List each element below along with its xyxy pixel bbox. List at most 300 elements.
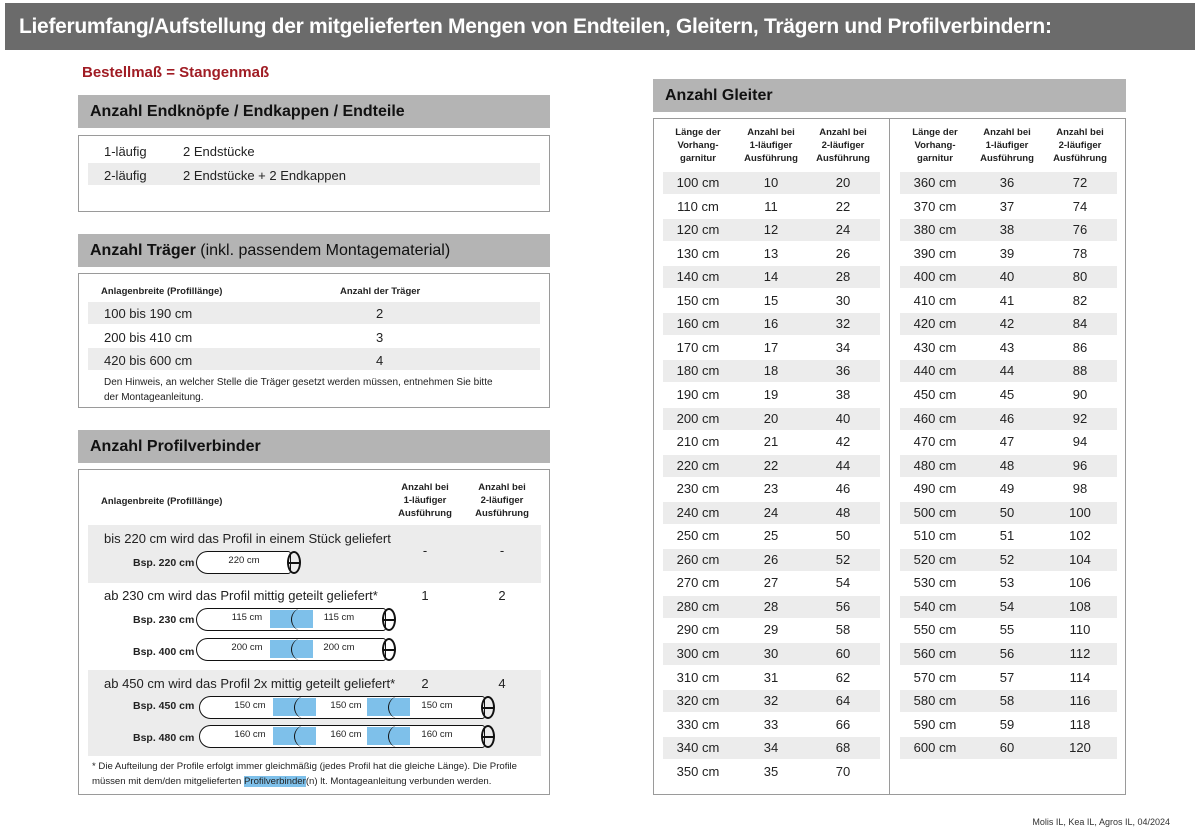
count-2-cell: 90	[1072, 386, 1088, 402]
length-cell: 140 cm	[676, 269, 720, 285]
count-1-cell: 27	[763, 575, 779, 591]
length-cell: 350 cm	[676, 763, 720, 779]
segment-label: 150 cm	[421, 700, 453, 711]
length-cell: 180 cm	[676, 363, 720, 379]
count-1-cell: 35	[763, 763, 779, 779]
count-2-cell: 68	[835, 740, 851, 756]
count-1-cell: 11	[764, 198, 778, 214]
header-line: Länge der	[912, 127, 958, 138]
gleiter-row	[900, 478, 1117, 500]
count-1-cell: 28	[763, 598, 779, 614]
header-line: garnitur	[917, 153, 953, 164]
gleiter-row	[900, 360, 1117, 382]
length-cell: 370 cm	[913, 198, 957, 214]
count-1-cell: 42	[999, 316, 1015, 332]
length-cell: 110 cm	[677, 198, 719, 214]
length-cell: 310 cm	[676, 669, 720, 685]
length-cell: 600 cm	[913, 740, 957, 756]
count-1-cell: 49	[999, 481, 1015, 497]
count-1-cell: 10	[763, 175, 779, 190]
length-cell: 130 cm	[676, 245, 720, 261]
pv-group-text: bis 220 cm wird das Profil in einem Stück geliefert	[104, 531, 391, 546]
profile-bar	[199, 696, 485, 719]
footnote-line	[92, 774, 517, 789]
pv-one: 2	[421, 676, 429, 691]
gleiter-row	[900, 596, 1117, 618]
count-2-cell: 80	[1072, 269, 1088, 285]
endteile-type: 1-läufig	[104, 144, 147, 159]
count-1-cell: 37	[999, 198, 1015, 214]
count-2-cell: 52	[835, 551, 851, 567]
count-1-cell: 19	[763, 386, 779, 402]
gleiter-row	[663, 714, 880, 736]
segment-label: 115 cm	[323, 612, 355, 623]
gleiter-row	[663, 737, 880, 759]
h-line: 1-läufiger	[403, 495, 447, 506]
gleiter-row	[900, 549, 1117, 571]
gleiter-row	[663, 266, 880, 288]
header-line: Ausführung	[980, 153, 1034, 164]
length-cell: 210 cm	[676, 434, 720, 450]
count-1-cell: 41	[999, 292, 1015, 308]
count-1-cell: 13	[763, 245, 779, 261]
end-connector-icon	[287, 551, 301, 574]
length-cell: 400 cm	[913, 269, 957, 285]
length-cell: 490 cm	[913, 481, 957, 497]
count-2-cell: 64	[835, 693, 851, 709]
header-line: 2-läufiger	[1058, 140, 1102, 151]
count-1-cell: 34	[763, 740, 779, 756]
segment-label: 150 cm	[234, 700, 266, 711]
count-1-cell: 50	[999, 504, 1015, 520]
count-2-cell: 102	[1069, 528, 1091, 544]
length-cell: 330 cm	[676, 716, 720, 732]
length-cell: 240 cm	[676, 504, 720, 520]
count-2-cell: 44	[835, 457, 851, 473]
profile-bar	[199, 725, 485, 748]
count-2-cell: 82	[1072, 292, 1088, 308]
count-1-cell: 48	[999, 457, 1015, 473]
count-1-cell: 32	[763, 693, 779, 709]
gleiter-row	[663, 502, 880, 524]
length-cell: 520 cm	[913, 551, 957, 567]
h-line: 2-läufiger	[480, 495, 524, 506]
count-1-cell: 40	[999, 269, 1015, 285]
count-1-cell: 52	[999, 551, 1015, 567]
gleiter-row	[900, 408, 1117, 430]
segment-label: 150 cm	[330, 700, 362, 711]
gleiter-row	[663, 408, 880, 430]
traeger-col-count: Anzahl der Träger	[340, 286, 421, 297]
count-2-cell: 38	[835, 386, 851, 402]
pv-col-two	[467, 481, 537, 520]
gleiter-row	[900, 667, 1117, 689]
length-cell: 190 cm	[676, 386, 720, 402]
count-2-cell: 84	[1072, 316, 1088, 332]
gleiter-row	[900, 525, 1117, 547]
gleiter-row	[663, 384, 880, 406]
count-2-cell: 70	[835, 763, 851, 779]
count-1-cell: 20	[763, 410, 779, 426]
count-2-cell: 50	[835, 528, 851, 544]
pv-one: 1	[421, 588, 429, 603]
gleiter-row	[900, 455, 1117, 477]
header-line: Anzahl bei	[747, 127, 795, 138]
length-cell: 160 cm	[676, 316, 720, 332]
count-1-cell: 16	[763, 316, 779, 332]
count-2-cell: 78	[1072, 245, 1088, 261]
count-2-cell: 112	[1069, 646, 1091, 661]
count-1-cell: 45	[999, 386, 1015, 402]
header-line: Anzahl bei	[819, 127, 867, 138]
count-1-cell: 43	[999, 339, 1015, 355]
count-2-cell: 108	[1069, 598, 1091, 614]
count-2-cell: 28	[835, 269, 851, 285]
count-2-cell: 62	[835, 669, 851, 685]
gleiter-col-header	[1045, 126, 1115, 165]
count-1-cell: 15	[763, 292, 779, 308]
count-1-cell: 53	[999, 575, 1015, 591]
count-1-cell: 54	[999, 598, 1015, 614]
endteile-header: Anzahl Endknöpfe / Endkappen / Endteile	[78, 95, 550, 128]
gleiter-row	[663, 596, 880, 618]
count-2-cell: 118	[1069, 716, 1091, 732]
endteile-type: 2-läufig	[104, 168, 147, 183]
pv-footnote	[92, 759, 517, 789]
profile-bar	[196, 551, 291, 574]
length-cell: 300 cm	[676, 646, 720, 661]
length-cell: 380 cm	[913, 222, 957, 238]
length-cell: 200 cm	[676, 410, 720, 426]
count-2-cell: 72	[1072, 175, 1088, 190]
gleiter-row	[900, 619, 1117, 641]
count-2-cell: 114	[1069, 669, 1091, 685]
count-1-cell: 33	[763, 716, 779, 732]
count-1-cell: 17	[763, 339, 779, 355]
h-line: Anzahl bei	[401, 482, 449, 493]
count-2-cell: 30	[835, 292, 851, 308]
length-cell: 100 cm	[676, 175, 720, 190]
count-1-cell: 58	[999, 693, 1015, 709]
traeger-col-width: Anlagenbreite (Profillänge)	[101, 286, 223, 297]
end-connector-icon	[382, 638, 396, 661]
count-2-cell: 110	[1069, 622, 1091, 638]
count-1-cell: 26	[763, 551, 779, 567]
count-1-cell: 24	[763, 504, 779, 520]
end-connector-icon	[481, 725, 495, 748]
length-cell: 450 cm	[913, 386, 957, 402]
count-1-cell: 22	[763, 457, 779, 473]
count-1-cell: 38	[999, 222, 1015, 238]
count-1-cell: 56	[999, 646, 1015, 661]
gleiter-row	[663, 690, 880, 712]
traeger-range: 200 bis 410 cm	[104, 330, 193, 345]
count-1-cell: 36	[999, 175, 1015, 190]
traeger-range: 420 bis 600 cm	[104, 353, 193, 368]
example-label: Bsp. 220 cm	[133, 557, 195, 569]
length-cell: 280 cm	[676, 598, 720, 614]
profilverbinder-header: Anzahl Profilverbinder	[78, 430, 550, 463]
length-cell: 560 cm	[913, 646, 957, 661]
h-line: Ausführung	[398, 508, 452, 519]
segment-label: 220 cm	[228, 555, 260, 566]
count-2-cell: 104	[1069, 551, 1091, 567]
gleiter-row	[663, 643, 880, 665]
count-2-cell: 32	[835, 316, 851, 332]
gleiter-row	[900, 337, 1117, 359]
traeger-count: 3	[376, 330, 384, 345]
header-line: Vorhang-	[914, 140, 956, 151]
count-2-cell: 46	[835, 481, 851, 497]
footnote-text: (n) lt. Montageanleitung verbunden werden.	[305, 776, 492, 787]
traeger-header-bold: Anzahl Träger	[90, 242, 196, 259]
count-1-cell: 29	[763, 622, 779, 638]
count-2-cell: 56	[835, 598, 851, 614]
gleiter-row	[663, 525, 880, 547]
gleiter-col-header	[900, 126, 970, 165]
length-cell: 530 cm	[913, 575, 957, 591]
count-1-cell: 30	[763, 646, 779, 661]
length-cell: 410 cm	[913, 292, 957, 308]
gleiter-row	[900, 431, 1117, 453]
segment-label: 160 cm	[330, 729, 362, 740]
count-1-cell: 46	[999, 410, 1015, 426]
count-2-cell: 22	[835, 198, 851, 214]
profile-bar	[196, 638, 386, 661]
gleiter-row	[900, 643, 1117, 665]
gleiter-row	[663, 196, 880, 218]
segment-label: 160 cm	[234, 729, 266, 740]
count-1-cell: 44	[999, 363, 1015, 379]
gleiter-row	[900, 737, 1117, 759]
footnote-highlight: Profilverbinder	[243, 776, 306, 787]
gleiter-row	[663, 172, 880, 194]
count-2-cell: 54	[835, 575, 851, 591]
count-2-cell: 36	[835, 363, 851, 379]
gleiter-col-header	[663, 126, 733, 165]
segment-label: 200 cm	[323, 642, 355, 653]
count-2-cell: 24	[835, 222, 851, 238]
length-cell: 470 cm	[913, 434, 957, 450]
count-2-cell: 48	[835, 504, 851, 520]
note-line: Den Hinweis, an welcher Stelle die Träger gesetzt werden müssen, entnehmen Sie bitte	[104, 377, 493, 388]
count-2-cell: 66	[835, 716, 851, 732]
page-title: Lieferumfang/Aufstellung der mitgelieferten Mengen von Endteilen, Gleitern, Trägern und Profilverbindern:	[5, 3, 1195, 50]
gleiter-row	[900, 196, 1117, 218]
length-cell: 340 cm	[676, 740, 720, 756]
count-2-cell: 40	[835, 410, 851, 426]
footnote-line: * Die Aufteilung der Profile erfolgt immer gleichmäßig (jedes Profil hat die gleiche Länge). Die Profile	[92, 761, 517, 772]
header-line: Anzahl bei	[1056, 127, 1104, 138]
length-cell: 360 cm	[913, 175, 957, 190]
order-size-note: Bestellmaß = Stangenmaß	[82, 64, 270, 81]
header-line: Ausführung	[744, 153, 798, 164]
header-line: 2-läufiger	[821, 140, 865, 151]
footnote-text: müssen mit dem/den mitgelieferten	[92, 776, 244, 787]
endteile-value: 2 Endstücke	[183, 144, 255, 159]
count-2-cell: 98	[1072, 481, 1088, 497]
header-line: Ausführung	[1053, 153, 1107, 164]
length-cell: 440 cm	[913, 363, 957, 379]
gleiter-row	[900, 172, 1117, 194]
endteile-value: 2 Endstücke + 2 Endkappen	[183, 168, 346, 183]
h-line: Ausführung	[475, 508, 529, 519]
traeger-header	[78, 234, 550, 267]
count-2-cell: 42	[835, 434, 851, 450]
length-cell: 230 cm	[676, 481, 720, 497]
length-cell: 500 cm	[913, 504, 957, 520]
profile-bar	[196, 608, 386, 631]
length-cell: 290 cm	[676, 622, 720, 638]
count-1-cell: 59	[999, 716, 1015, 732]
count-1-cell: 39	[999, 245, 1015, 261]
gleiter-row	[663, 360, 880, 382]
length-cell: 220 cm	[676, 457, 720, 473]
count-1-cell: 23	[763, 481, 779, 497]
traeger-count: 4	[376, 353, 384, 368]
pv-one: -	[422, 543, 428, 558]
length-cell: 420 cm	[913, 316, 957, 332]
gleiter-row	[900, 572, 1117, 594]
end-connector-icon	[382, 608, 396, 631]
end-connector-icon	[481, 696, 495, 719]
count-2-cell: 100	[1069, 504, 1091, 520]
count-1-cell: 18	[763, 363, 779, 379]
count-2-cell: 20	[835, 175, 851, 190]
gleiter-header: Anzahl Gleiter	[653, 79, 1126, 112]
length-cell: 150 cm	[676, 292, 720, 308]
count-1-cell: 12	[763, 222, 779, 238]
length-cell: 270 cm	[676, 575, 720, 591]
gleiter-row	[663, 337, 880, 359]
header-line: Länge der	[675, 127, 721, 138]
gleiter-row	[900, 243, 1117, 265]
gleiter-row	[663, 619, 880, 641]
gleiter-col-header	[736, 126, 806, 165]
gleiter-row	[663, 313, 880, 335]
count-2-cell: 74	[1072, 198, 1088, 214]
example-label: Bsp. 450 cm	[133, 700, 195, 712]
count-2-cell: 94	[1072, 434, 1088, 450]
h-line: Anzahl bei	[478, 482, 526, 493]
gleiter-col-header	[972, 126, 1042, 165]
gleiter-row	[900, 384, 1117, 406]
pv-col-one	[390, 481, 460, 520]
count-1-cell: 47	[999, 434, 1015, 450]
length-cell: 320 cm	[676, 693, 720, 709]
count-1-cell: 60	[999, 740, 1015, 756]
count-1-cell: 14	[763, 269, 779, 285]
gleiter-row	[900, 690, 1117, 712]
segment-label: 160 cm	[421, 729, 453, 740]
example-label: Bsp. 480 cm	[133, 732, 195, 744]
gleiter-row	[900, 290, 1117, 312]
traeger-range: 100 bis 190 cm	[104, 306, 193, 321]
count-1-cell: 57	[999, 669, 1015, 685]
length-cell: 480 cm	[913, 457, 957, 473]
count-1-cell: 25	[763, 528, 779, 544]
count-2-cell: 120	[1069, 740, 1091, 756]
count-2-cell: 34	[835, 339, 851, 355]
length-cell: 390 cm	[913, 245, 957, 261]
count-2-cell: 60	[835, 646, 851, 661]
gleiter-row	[663, 455, 880, 477]
count-2-cell: 88	[1072, 363, 1088, 379]
gleiter-row	[900, 266, 1117, 288]
gleiter-row	[663, 572, 880, 594]
count-2-cell: 96	[1072, 457, 1088, 473]
example-label: Bsp. 400 cm	[133, 646, 195, 658]
count-2-cell: 106	[1069, 575, 1091, 591]
example-label: Bsp. 230 cm	[133, 614, 195, 626]
count-2-cell: 116	[1069, 693, 1091, 709]
header-line: garnitur	[680, 153, 716, 164]
header-line: Anzahl bei	[983, 127, 1031, 138]
pv-two: 2	[498, 588, 506, 603]
pv-two: -	[499, 543, 505, 558]
note-line: der Montageanleitung.	[104, 392, 204, 403]
length-cell: 460 cm	[913, 410, 957, 426]
gleiter-row	[663, 290, 880, 312]
gleiter-row	[663, 761, 880, 783]
length-cell: 580 cm	[913, 693, 957, 709]
pv-group-text: ab 230 cm wird das Profil mittig geteilt geliefert*	[104, 588, 378, 603]
pv-two: 4	[498, 676, 506, 691]
gleiter-row	[663, 431, 880, 453]
traeger-note	[104, 375, 493, 405]
count-2-cell: 58	[835, 622, 851, 638]
gleiter-row	[900, 502, 1117, 524]
count-2-cell: 76	[1072, 222, 1088, 238]
gleiter-row	[900, 219, 1117, 241]
length-cell: 170 cm	[676, 339, 720, 355]
gleiter-row	[900, 313, 1117, 335]
gleiter-row	[663, 549, 880, 571]
header-line: 1-läufiger	[985, 140, 1029, 151]
length-cell: 250 cm	[676, 528, 720, 544]
length-cell: 570 cm	[913, 669, 957, 685]
count-2-cell: 92	[1072, 410, 1088, 426]
count-1-cell: 31	[763, 669, 779, 685]
gleiter-row	[663, 478, 880, 500]
count-2-cell: 26	[835, 245, 851, 261]
length-cell: 430 cm	[913, 339, 957, 355]
gleiter-row	[663, 243, 880, 265]
header-line: 1-läufiger	[749, 140, 793, 151]
segment-label: 115 cm	[231, 612, 263, 623]
pv-col-width: Anlagenbreite (Profillänge)	[101, 496, 223, 507]
count-2-cell: 86	[1072, 339, 1088, 355]
length-cell: 540 cm	[913, 598, 957, 614]
count-1-cell: 21	[763, 434, 779, 450]
gleiter-row	[663, 667, 880, 689]
length-cell: 120 cm	[676, 222, 720, 238]
gleiter-row	[900, 714, 1117, 736]
gleiter-row	[663, 219, 880, 241]
header-line: Vorhang-	[677, 140, 719, 151]
traeger-count: 2	[376, 306, 384, 321]
gleiter-col-header	[808, 126, 878, 165]
segment-label: 200 cm	[231, 642, 263, 653]
pv-group-text: ab 450 cm wird das Profil 2x mittig geteilt geliefert*	[104, 676, 396, 691]
length-cell: 510 cm	[913, 528, 957, 544]
count-1-cell: 55	[999, 622, 1015, 638]
footer-note: Molis IL, Kea IL, Agros IL, 04/2024	[1032, 817, 1170, 827]
length-cell: 260 cm	[676, 551, 720, 567]
gleiter-divider	[889, 118, 890, 795]
traeger-header-note: (inkl. passendem Montagematerial)	[200, 242, 451, 259]
length-cell: 590 cm	[913, 716, 957, 732]
